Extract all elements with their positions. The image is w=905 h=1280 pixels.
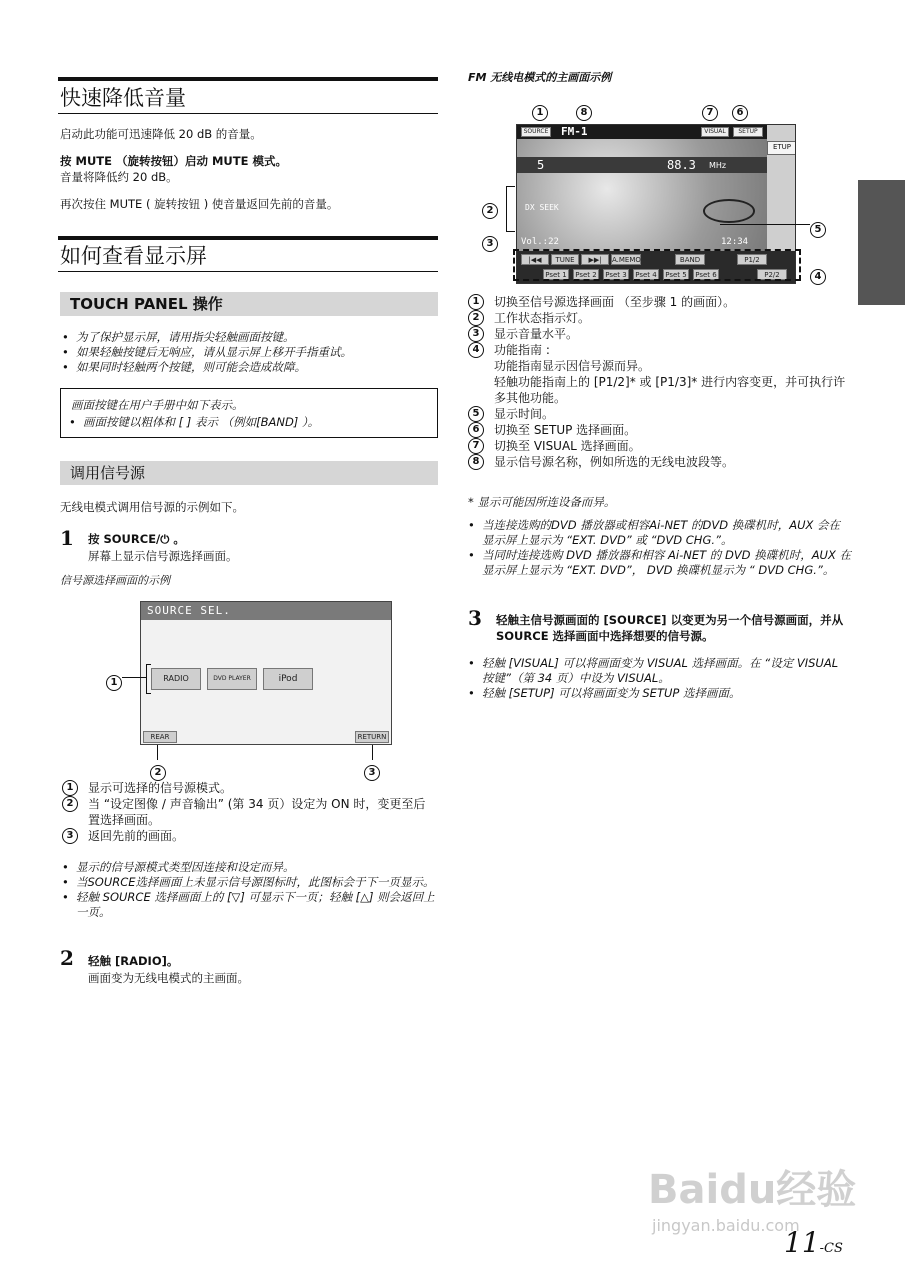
preset-button[interactable]: Pset 2 xyxy=(573,269,599,280)
list-item: • 为了保护显示屏，请用指尖轻触画面按键。 xyxy=(60,330,440,345)
list-item: 3 显示音量水平。 xyxy=(466,326,851,342)
callout-line xyxy=(122,677,146,678)
fig1-bullets xyxy=(60,860,440,920)
fig1-caption: 信号源选择画面的示例 xyxy=(60,574,170,587)
p1-2-button[interactable]: P1/2 xyxy=(737,254,767,265)
callout-line xyxy=(157,745,158,760)
screen-title: SOURCE SEL. xyxy=(141,602,391,620)
callout-bracket xyxy=(506,186,515,232)
right-bullets xyxy=(466,518,851,578)
frequency: 88.3 xyxy=(667,158,696,172)
section-title-mute: 快速降低音量 xyxy=(60,86,186,110)
callout-2: 2 xyxy=(482,198,498,219)
source-select-screen xyxy=(140,601,392,745)
touch-panel-heading: TOUCH PANEL 操作 xyxy=(60,292,438,316)
dvd-player-button[interactable]: DVD PLAYER xyxy=(207,668,257,690)
callout-3: 3 xyxy=(482,231,498,252)
list-item: • 轻触 [VISUAL] 可以将画面变为 VISUAL 选择画面。在 “设定 VISUAL 按键”（第 34 页）中设为 VISUAL。 xyxy=(466,656,851,686)
p2-2-button[interactable]: P2/2 xyxy=(757,269,787,280)
step1-text: 按 SOURCE/⏻ 。 xyxy=(88,532,185,546)
step-number: 3 xyxy=(468,606,482,630)
list-item: • 当同时连接选购 DVD 播放器和相容 Ai-NET 的 DVD 换碟机时，AUX 在显示屏上显示为 “EXT. DVD”， DVD 换碟机显示为 “ DVD CHG.”。 xyxy=(466,548,851,578)
tune-button[interactable]: TUNE xyxy=(551,254,579,265)
next-button[interactable]: ▶▶| xyxy=(581,254,609,265)
list-item: • 如果同时轻触两个按键，则可能会造成故障。 xyxy=(60,360,440,375)
preset-button[interactable]: Pset 5 xyxy=(663,269,689,280)
ipod-button[interactable]: iPod xyxy=(263,668,313,690)
note-box xyxy=(60,388,438,438)
callout-4: 4 xyxy=(810,264,826,285)
preset-number: 5 xyxy=(537,158,545,172)
right-bullets-2 xyxy=(466,656,851,701)
step2-note: 画面变为无线电模式的主画面。 xyxy=(88,971,249,985)
volume-level: Vol.:22 xyxy=(521,237,559,247)
callout-bracket xyxy=(146,664,151,694)
list-item: • 画面按键以粗体和 [ ] 表示 （例如[BAND] ）。 xyxy=(67,415,427,430)
list-item: 7 切换至 VISUAL 选择画面。 xyxy=(466,438,851,454)
list-item: 1 切换至信号源选择画面 （至步骤 1 的画面）。 xyxy=(466,294,851,310)
list-item: 3 返回先前的画面。 xyxy=(60,828,430,844)
preset-button[interactable]: Pset 4 xyxy=(633,269,659,280)
preset-button[interactable]: Pset 1 xyxy=(543,269,569,280)
section-rule-top xyxy=(58,236,438,240)
step2-text: 轻触 [RADIO]。 xyxy=(88,954,179,968)
radio-button[interactable]: RADIO xyxy=(151,668,201,690)
section-title-display: 如何查看显示屏 xyxy=(60,244,207,268)
callout-7: 7 xyxy=(702,100,718,121)
watermark-logo: Baidu经验 xyxy=(648,1167,857,1213)
page-number: 11-CS xyxy=(784,1226,843,1259)
callout-8: 8 xyxy=(576,100,592,121)
note-title: 画面按键在用户手册中如下表示。 xyxy=(71,398,244,412)
list-item: • 当SOURCE选择画面上未显示信号源图标时，此图标会于下一页显示。 xyxy=(60,875,440,890)
list-item: 4 功能指南 : xyxy=(466,342,851,358)
freq-bar xyxy=(517,157,767,173)
fig1-items xyxy=(60,780,430,844)
list-item: • 轻触 SOURCE 选择画面上的 [▽] 可显示下一页；轻触 [△] 则会返回上一页。 xyxy=(60,890,440,920)
callout-2: 2 xyxy=(150,760,166,781)
chapter-tab xyxy=(858,180,905,305)
clock: 12:34 xyxy=(721,237,749,247)
callout-1: 1 xyxy=(106,670,122,691)
asterisk-note: * 显示可能因所连设备而异。 xyxy=(468,495,616,509)
list-item: 轻触功能指南上的 [P1/2]* 或 [P1/3]* 进行内容变更，并可执行许多其他功能。 xyxy=(494,375,846,405)
callout-6: 6 xyxy=(732,100,748,121)
screen-header xyxy=(517,125,767,139)
fig2-caption: FM 无线电模式的主画面示例 xyxy=(468,71,612,84)
mute-intro: 启动此功能可迅速降低 20 dB 的音量。 xyxy=(60,127,262,141)
step1-note: 屏幕上显示信号源选择画面。 xyxy=(88,549,238,563)
callout-5: 5 xyxy=(810,217,826,238)
fig2-items xyxy=(466,294,851,470)
screen-body xyxy=(517,139,767,251)
section-rule-bottom xyxy=(58,113,438,114)
function-guide-outline xyxy=(513,249,801,281)
source-intro: 无线电模式调用信号源的示例如下。 xyxy=(60,500,244,514)
prev-button[interactable]: |◀◀ xyxy=(521,254,549,265)
setup-button[interactable]: SETUP xyxy=(733,127,763,137)
callout-3: 3 xyxy=(364,760,380,781)
setup-edge: ETUP xyxy=(767,141,796,155)
dx-seek-indicator: DX SEEK xyxy=(525,203,559,212)
mute-step: 按 MUTE （旋转按钮）启动 MUTE 模式。 xyxy=(60,154,287,168)
section-rule-top xyxy=(58,77,438,81)
note-bullets xyxy=(67,415,427,430)
amemo-button[interactable]: A.MEMO xyxy=(612,256,641,264)
list-item: • 轻触 [SETUP] 可以将画面变为 SETUP 选择画面。 xyxy=(466,686,851,701)
list-item: 功能指南显示因信号源而异。 xyxy=(494,359,651,373)
preset-button[interactable]: Pset 3 xyxy=(603,269,629,280)
list-item: 2 当 “设定图像 / 声音输出” (第 34 页）设定为 ON 时，变更至后置选择画面。 xyxy=(60,796,430,828)
band-button[interactable]: BAND xyxy=(675,254,705,265)
band-label: FM-1 xyxy=(561,125,588,138)
list-item: • 显示的信号源模式类型因连接和设定而异。 xyxy=(60,860,440,875)
step-number: 1 xyxy=(60,526,74,550)
list-item: 6 切换至 SETUP 选择画面。 xyxy=(466,422,851,438)
frequency-unit: MHz xyxy=(709,161,727,170)
mute-step-note: 音量将降低约 20 dB。 xyxy=(60,170,178,184)
callout-line xyxy=(372,745,373,760)
list-item: • 当连接选购的DVD 播放器或相容Ai-NET 的DVD 换碟机时，AUX 会在显示屏上显示为 “EXT. DVD” 或 “DVD CHG.”。 xyxy=(466,518,851,548)
section-rule-bottom xyxy=(58,271,438,272)
mute-again: 再次按住 MUTE ( 旋转按钮 ) 使音量返回先前的音量。 xyxy=(60,197,339,211)
signal-icon xyxy=(703,199,755,223)
watermark-url: jingyan.baidu.com xyxy=(652,1216,800,1235)
step3-text: 轻触主信号源画面的 [SOURCE] 以变更为另一个信号源画面，并从 SOURCE 选择画面中选择想要的信号源。 xyxy=(496,613,844,643)
list-item: 8 显示信号源名称，例如所选的无线电波段等。 xyxy=(466,454,851,470)
return-button[interactable]: RETURN xyxy=(355,731,389,743)
source-heading: 调用信号源 xyxy=(60,461,438,485)
list-item: • 如果轻触按键后无响应，请从显示屏上移开手指重试。 xyxy=(60,345,440,360)
callout-line xyxy=(720,224,810,225)
step-number: 2 xyxy=(60,946,74,970)
list-item: 5 显示时间。 xyxy=(466,406,851,422)
preset-button[interactable]: Pset 6 xyxy=(693,269,719,280)
rear-button[interactable]: REAR xyxy=(143,731,177,743)
list-item: 2 工作状态指示灯。 xyxy=(466,310,851,326)
touch-bullets xyxy=(60,330,440,375)
source-button[interactable]: SOURCE xyxy=(521,127,551,137)
list-item: 1 显示可选择的信号源模式。 xyxy=(60,780,430,796)
callout-1: 1 xyxy=(532,100,548,121)
visual-button[interactable]: VISUAL xyxy=(701,127,729,137)
